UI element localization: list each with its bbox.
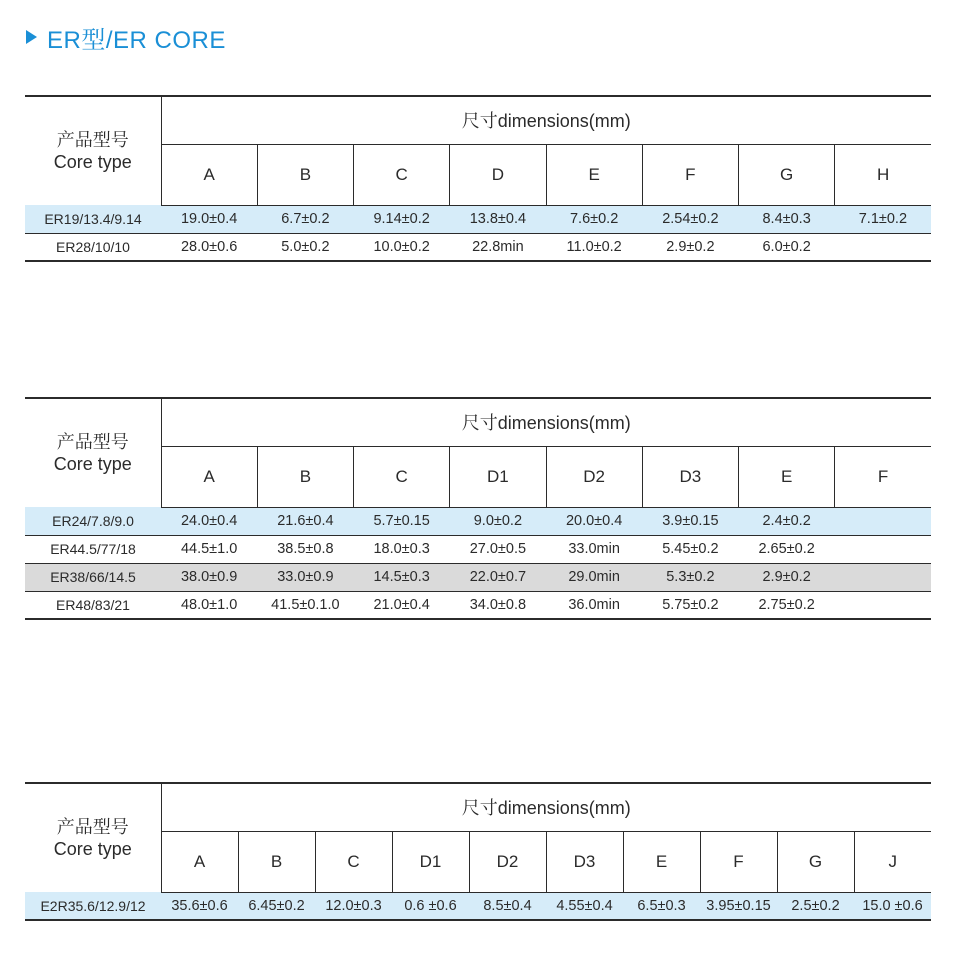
value-cell: 12.0±0.3 xyxy=(315,892,392,920)
value-cell: 24.0±0.4 xyxy=(161,507,257,535)
value-cell: 0.6 ±0.6 xyxy=(392,892,469,920)
column-header-d: D xyxy=(450,144,546,205)
column-header-e: E xyxy=(546,144,642,205)
column-header-h: H xyxy=(835,144,931,205)
value-cell: 6.5±0.3 xyxy=(623,892,700,920)
value-cell: 2.9±0.2 xyxy=(642,233,738,261)
value-cell: 38.0±0.9 xyxy=(161,563,257,591)
core-type-label-en: Core type xyxy=(53,454,132,474)
value-cell: 20.0±0.4 xyxy=(546,507,642,535)
value-cell: 7.1±0.2 xyxy=(835,205,931,233)
value-cell: 41.5±0.1.0 xyxy=(257,591,353,619)
value-cell: 5.3±0.2 xyxy=(642,563,738,591)
value-cell: 10.0±0.2 xyxy=(354,233,450,261)
value-cell: 33.0±0.9 xyxy=(257,563,353,591)
column-header-a: A xyxy=(161,831,238,892)
value-cell: 5.45±0.2 xyxy=(642,535,738,563)
column-header-c: C xyxy=(354,446,450,507)
column-header-j: J xyxy=(854,831,931,892)
value-cell: 21.0±0.4 xyxy=(354,591,450,619)
core-type-cell: ER24/7.8/9.0 xyxy=(25,507,161,535)
value-cell: 2.4±0.2 xyxy=(739,507,835,535)
value-cell: 5.0±0.2 xyxy=(257,233,353,261)
value-cell: 7.6±0.2 xyxy=(546,205,642,233)
value-cell: 22.0±0.7 xyxy=(450,563,546,591)
column-header-c: C xyxy=(354,144,450,205)
column-header-d1: D1 xyxy=(392,831,469,892)
value-cell: 8.4±0.3 xyxy=(739,205,835,233)
value-cell: 13.8±0.4 xyxy=(450,205,546,233)
value-cell: 34.0±0.8 xyxy=(450,591,546,619)
core-type-label-cn: 产品型号 xyxy=(56,817,129,837)
value-cell: 6.45±0.2 xyxy=(238,892,315,920)
value-cell: 36.0min xyxy=(546,591,642,619)
column-header-c: C xyxy=(315,831,392,892)
core-type-header xyxy=(25,398,161,507)
dimensions-header: 尺寸dimensions(mm) xyxy=(161,96,931,144)
value-cell: 22.8min xyxy=(450,233,546,261)
core-type-cell: ER44.5/77/18 xyxy=(25,535,161,563)
column-header-f: F xyxy=(835,446,931,507)
value-cell-empty xyxy=(835,563,931,591)
column-header-a: A xyxy=(161,144,257,205)
core-type-header xyxy=(25,96,161,205)
column-header-g: G xyxy=(739,144,835,205)
value-cell: 27.0±0.5 xyxy=(450,535,546,563)
value-cell-empty xyxy=(835,535,931,563)
value-cell: 3.95±0.15 xyxy=(700,892,777,920)
value-cell: 28.0±0.6 xyxy=(161,233,257,261)
table-row xyxy=(25,892,931,920)
spec-table-er-d xyxy=(25,397,931,620)
value-cell: 5.7±0.15 xyxy=(354,507,450,535)
core-type-cell: E2R35.6/12.9/12 xyxy=(25,892,161,920)
table-row xyxy=(25,205,931,233)
core-type-label-cn: 产品型号 xyxy=(56,432,129,452)
core-type-header xyxy=(25,783,161,892)
table-row xyxy=(25,507,931,535)
column-header-g: G xyxy=(777,831,854,892)
value-cell: 2.54±0.2 xyxy=(642,205,738,233)
column-header-e: E xyxy=(623,831,700,892)
core-type-cell: ER48/83/21 xyxy=(25,591,161,619)
value-cell: 9.0±0.2 xyxy=(450,507,546,535)
core-type-cell: ER38/66/14.5 xyxy=(25,563,161,591)
column-header-a: A xyxy=(161,446,257,507)
core-type-cell: ER19/13.4/9.14 xyxy=(25,205,161,233)
value-cell xyxy=(835,233,931,261)
value-cell: 21.6±0.4 xyxy=(257,507,353,535)
column-header-f: F xyxy=(700,831,777,892)
value-cell: 9.14±0.2 xyxy=(354,205,450,233)
core-type-label-en: Core type xyxy=(53,152,132,172)
column-header-e: E xyxy=(739,446,835,507)
page-title xyxy=(26,22,226,52)
column-header-b: B xyxy=(257,446,353,507)
value-cell: 38.5±0.8 xyxy=(257,535,353,563)
table-row xyxy=(25,591,931,619)
spec-table-er xyxy=(25,95,931,262)
play-triangle-icon xyxy=(26,30,37,44)
value-cell: 14.5±0.3 xyxy=(354,563,450,591)
value-cell: 18.0±0.3 xyxy=(354,535,450,563)
value-cell: 33.0min xyxy=(546,535,642,563)
value-cell: 11.0±0.2 xyxy=(546,233,642,261)
value-cell: 2.75±0.2 xyxy=(739,591,835,619)
value-cell: 44.5±1.0 xyxy=(161,535,257,563)
value-cell-empty xyxy=(835,507,931,535)
dimensions-header: 尺寸dimensions(mm) xyxy=(161,783,931,831)
core-type-label-cn: 产品型号 xyxy=(56,130,129,150)
table-row xyxy=(25,233,931,261)
column-header-b: B xyxy=(238,831,315,892)
column-header-d3: D3 xyxy=(546,831,623,892)
column-header-d3: D3 xyxy=(642,446,738,507)
column-header-f: F xyxy=(642,144,738,205)
column-header-d2: D2 xyxy=(469,831,546,892)
core-type-label-en: Core type xyxy=(53,839,132,859)
table-row xyxy=(25,535,931,563)
value-cell: 6.0±0.2 xyxy=(739,233,835,261)
value-cell: 29.0min xyxy=(546,563,642,591)
value-cell: 15.0 ±0.6 xyxy=(854,892,931,920)
value-cell: 2.5±0.2 xyxy=(777,892,854,920)
value-cell: 4.55±0.4 xyxy=(546,892,623,920)
core-type-cell: ER28/10/10 xyxy=(25,233,161,261)
value-cell-empty xyxy=(835,591,931,619)
value-cell: 3.9±0.15 xyxy=(642,507,738,535)
spec-table-e2r xyxy=(25,782,931,921)
column-header-b: B xyxy=(257,144,353,205)
value-cell: 2.65±0.2 xyxy=(739,535,835,563)
dimensions-header: 尺寸dimensions(mm) xyxy=(161,398,931,446)
value-cell: 35.6±0.6 xyxy=(161,892,238,920)
column-header-d2: D2 xyxy=(546,446,642,507)
value-cell: 2.9±0.2 xyxy=(739,563,835,591)
value-cell: 6.7±0.2 xyxy=(257,205,353,233)
value-cell: 19.0±0.4 xyxy=(161,205,257,233)
page-title-text: ER型/ER CORE xyxy=(47,26,226,54)
value-cell: 8.5±0.4 xyxy=(469,892,546,920)
table-row xyxy=(25,563,931,591)
value-cell: 5.75±0.2 xyxy=(642,591,738,619)
column-header-d1: D1 xyxy=(450,446,546,507)
value-cell: 48.0±1.0 xyxy=(161,591,257,619)
